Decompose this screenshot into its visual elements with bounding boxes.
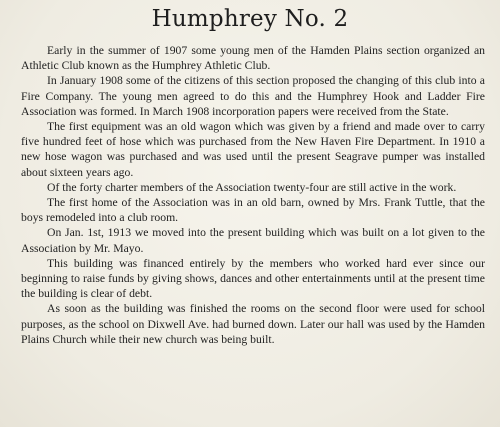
paragraph: As soon as the building was finished the rooms on the second floor were used for school purposes, as the school on Dixwell Ave. had burned down. Later our hall was used by the Hamden Plains Church while their new church was being built. bbox=[21, 302, 485, 346]
paragraph: Of the forty charter members of the Association twenty-four are still active in the work. bbox=[47, 180, 457, 194]
paragraph: The first home of the Association was in an old barn, owned by Mrs. Frank Tuttle, that the boys remodeled into a club room. bbox=[21, 196, 485, 225]
paragraph: The first equipment was an old wagon which was given by a friend and made over to carry five hundred feet of hose which was purchased from the New Haven Fire Department. In 1910 a new hose wagon was purchased and was used until the present Seagrave pumper was installed about sixteen years ago. bbox=[21, 120, 485, 179]
page-title: Humphrey No. 2 bbox=[151, 6, 349, 32]
paragraph: In January 1908 some of the citizens of this section proposed the changing of this club into a Fire Company. The young men agreed to do this and the Humphrey Hook and Ladder Fire Association was formed. In March 1908 incorporation papers were received from the State. bbox=[21, 74, 485, 118]
paragraph: This building was financed entirely by the members who worked hard ever since our beginning to raise funds by giving shows, dances and other entertainments until at the present time the building is clear of debt. bbox=[21, 256, 485, 301]
paragraph: Early in the summer of 1907 some young men of the Hamden Plains section organized an Athletic Club known as the Humphrey Athletic Club. bbox=[21, 44, 485, 73]
paragraph: On Jan. 1st, 1913 we moved into the present building which was built on a lot given to the Association by Mr. Mayo. bbox=[21, 226, 485, 255]
article-body bbox=[21, 43, 485, 347]
